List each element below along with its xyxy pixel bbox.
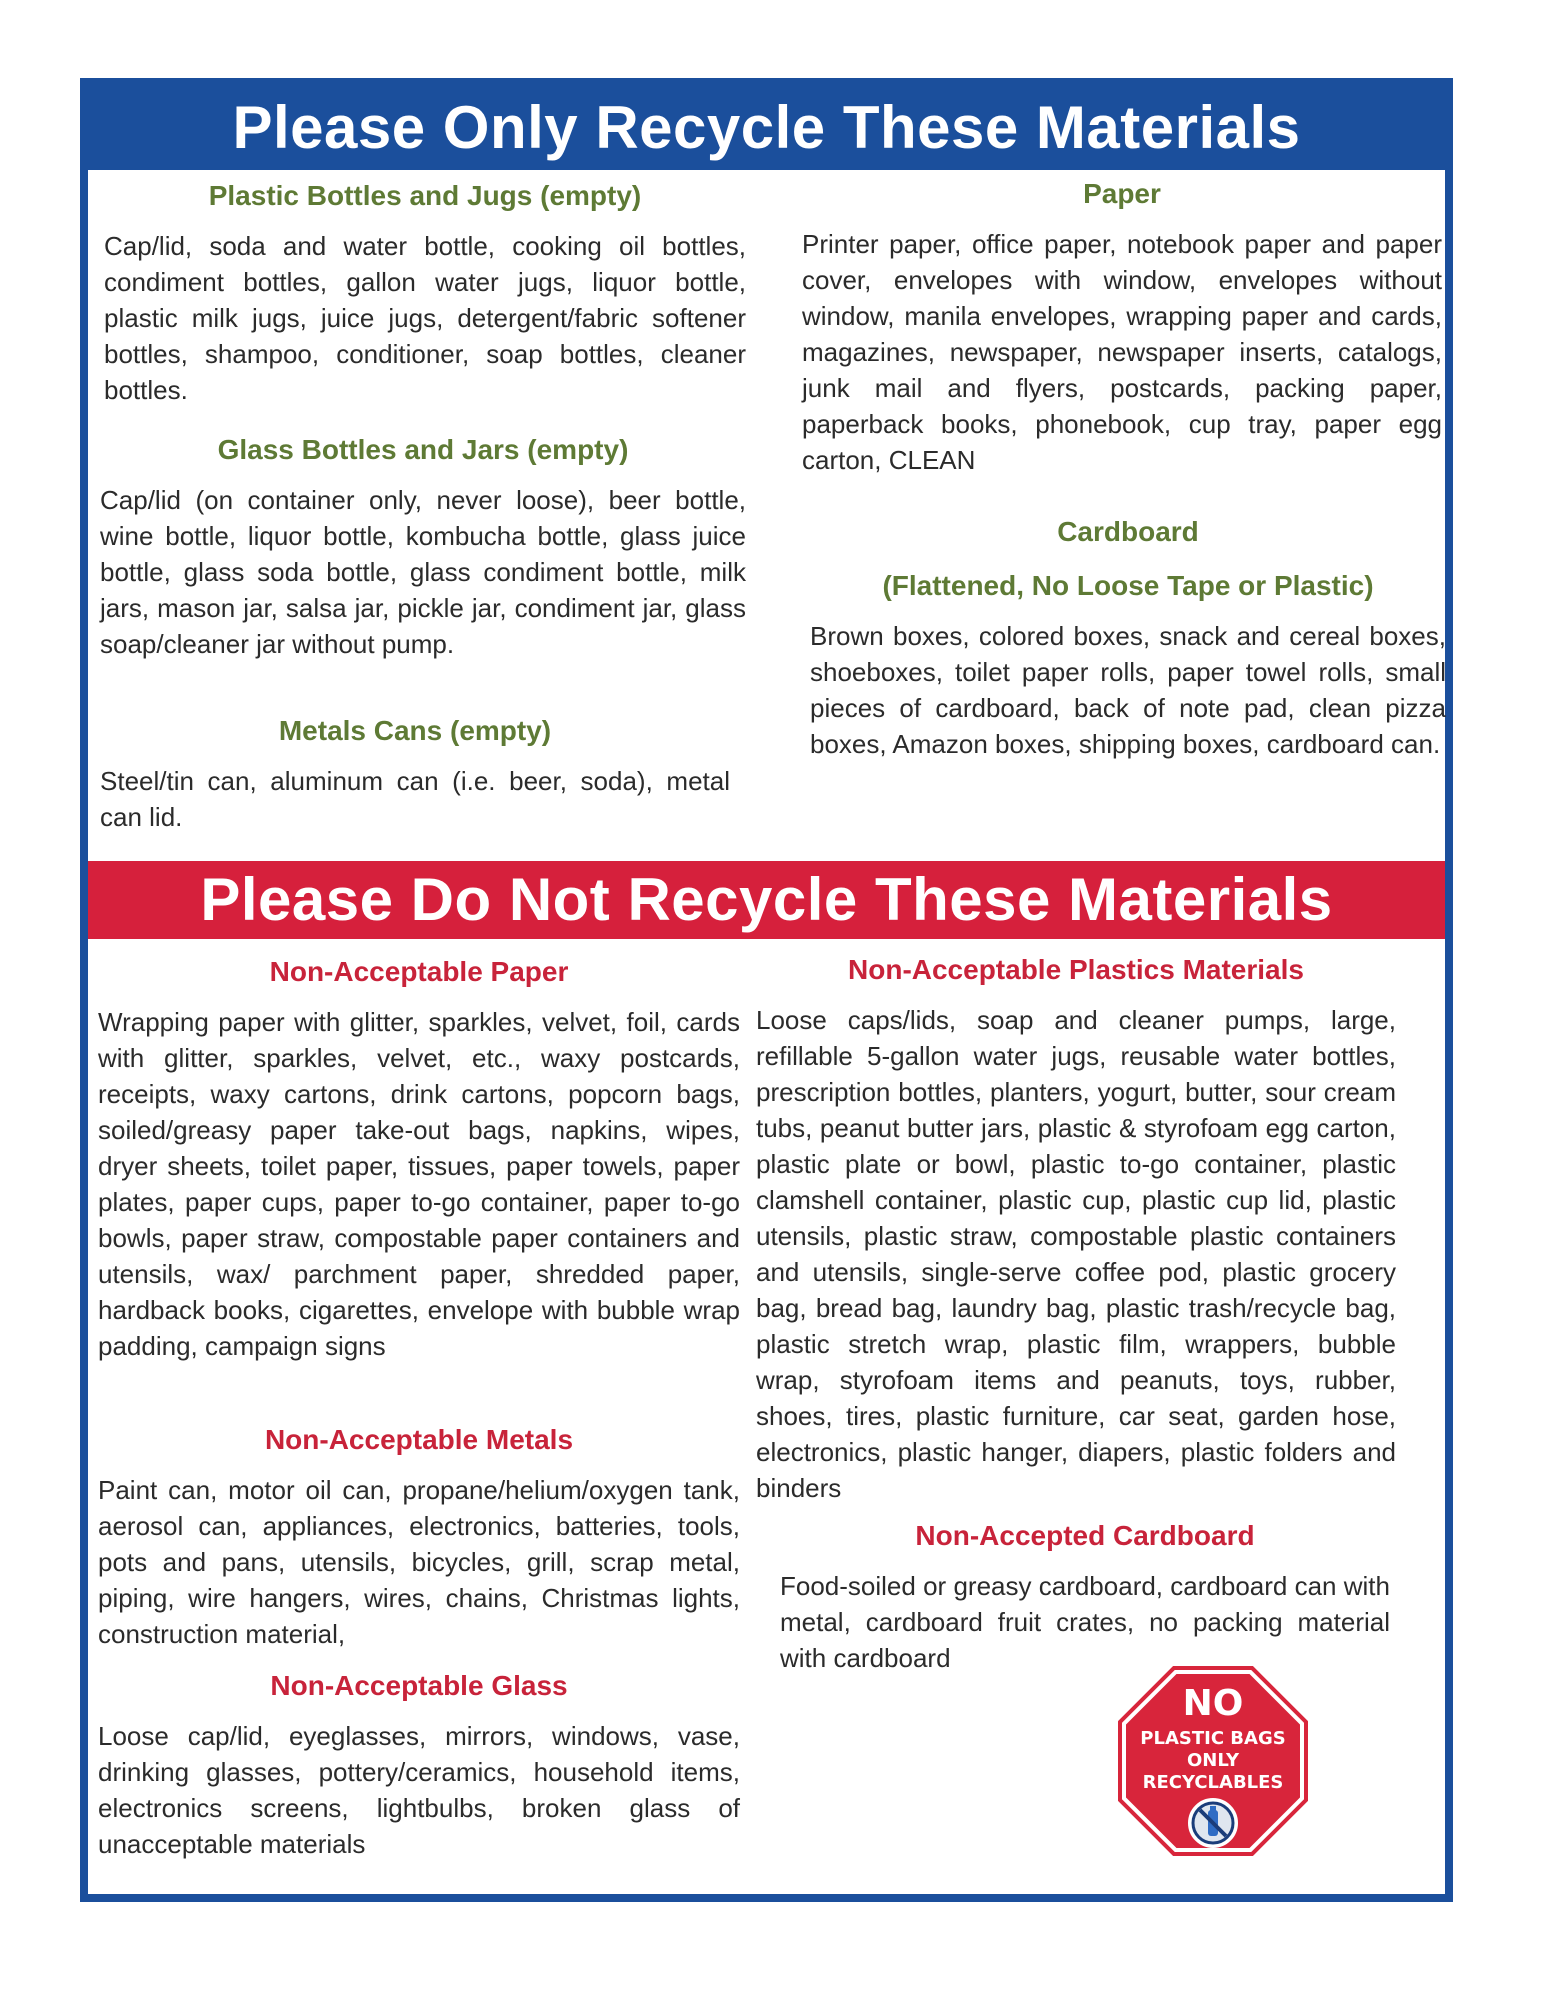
stop-sign-no: NO bbox=[1182, 1683, 1244, 1724]
recycle-metals-heading: Metals Cans (empty) bbox=[278, 715, 552, 746]
no-plastics-heading: Non-Acceptable Plastics Materials bbox=[848, 954, 1304, 985]
no-cardboard-text: Food-soiled or greasy cardboard, cardboard can with metal, cardboard fruit crates, no packing material with cardboard bbox=[780, 1571, 1390, 1673]
no-cardboard-section bbox=[780, 1518, 1390, 1676]
recycle-cardboard-text: Brown boxes, colored boxes, snack and cereal boxes, shoeboxes, toilet paper rolls, paper towel rolls, small pieces of cardboard, back of note pad, clean pizza boxes, Amazon boxes, shipping boxes, cardboard can. bbox=[810, 621, 1446, 759]
no-cardboard-heading: Non-Accepted Cardboard bbox=[915, 1520, 1255, 1551]
stop-sign-recyclables: RECYCLABLES bbox=[1142, 1772, 1284, 1793]
no-plastic-bottle-icon bbox=[1186, 1796, 1240, 1850]
no-plastic-bags-stop-sign bbox=[1118, 1666, 1308, 1856]
recycle-metals-section bbox=[100, 713, 730, 835]
no-metals-heading: Non-Acceptable Metals bbox=[264, 1424, 574, 1455]
recycle-banner: Please Only Recycle These Materials bbox=[88, 86, 1445, 170]
no-plastics-text: Loose caps/lids, soap and cleaner pumps, large, refillable 5-gallon water jugs, reusable water bottles, prescription bottles, planters, yogurt, butter, sour cream tubs, peanut butter jars, plastic & styrofoam egg carton, plastic plate or bowl, plastic to-go container, plastic clamshell container, plastic cup, plastic cup lid, plastic utensils, plastic straw, compostable plastic containers and utensils, single-serve coffee pod, plastic grocery bag, bread bag, laundry bag, plastic trash/recycle bag, plastic stretch wrap, plastic film, wrappers, bubble wrap, styrofoam items and peanuts, toys, rubber, shoes, tires, plastic furniture, car seat, garden hose, electronics, plastic hanger, diapers, plastic folders and binders bbox=[756, 1005, 1396, 1503]
no-recycle-banner: Please Do Not Recycle These Materials bbox=[88, 861, 1445, 939]
no-paper-heading: Non-Acceptable Paper bbox=[269, 956, 569, 987]
recycle-glass-section bbox=[100, 432, 746, 662]
recycle-paper-heading: Paper bbox=[1083, 178, 1161, 209]
no-paper-text: Wrapping paper with glitter, sparkles, velvet, foil, cards with glitter, sparkles, velvet, etc., waxy postcards, receipts, waxy cartons, drink cartons, popcorn bags, soiled/greasy paper take-out bags, napkins, wipes, dryer sheets, toilet paper, tissues, paper towels, paper plates, paper cups, paper to-go container, paper to-go bowls, paper straw, compostable paper containers and utensils, wax/ parchment paper, shredded paper, hardback books, cigarettes, envelope with bubble wrap padding, campaign signs bbox=[98, 1007, 740, 1361]
recycle-glass-text: Cap/lid (on container only, never loose), beer bottle, wine bottle, liquor bottle, kombucha bottle, glass juice bottle, glass soda bottle, glass condiment bottle, milk jars, mason jar, salsa jar, pickle jar, condiment jar, glass soap/cleaner jar without pump. bbox=[100, 485, 746, 659]
stop-sign-only: ONLY bbox=[1186, 1750, 1240, 1771]
stop-sign-plastic-bags: PLASTIC BAGS bbox=[1140, 1728, 1286, 1749]
recycle-cardboard-section bbox=[810, 514, 1446, 762]
recycle-plastic-heading: Plastic Bottles and Jugs (empty) bbox=[208, 180, 642, 211]
no-glass-heading: Non-Acceptable Glass bbox=[270, 1670, 568, 1701]
recycle-cardboard-subheading: (Flattened, No Loose Tape or Plastic) bbox=[882, 570, 1374, 601]
recycle-paper-text: Printer paper, office paper, notebook paper and paper cover, envelopes with window, envelopes without window, manila envelopes, wrapping paper and cards, magazines, newspaper, newspaper inserts, catalogs, junk mail and flyers, postcards, packing paper, paperback books, phonebook, cup tray, paper egg carton, CLEAN bbox=[802, 229, 1442, 475]
no-glass-section bbox=[98, 1668, 740, 1862]
recycle-cardboard-heading: Cardboard bbox=[1057, 516, 1199, 547]
recycle-plastic-section bbox=[104, 178, 746, 408]
no-metals-text: Paint can, motor oil can, propane/helium/oxygen tank, aerosol can, appliances, electronics, batteries, tools, pots and pans, utensils, bicycles, grill, scrap metal, piping, wire hangers, wires, chains, Christmas lights, construction material, bbox=[98, 1475, 740, 1649]
recycle-glass-heading: Glass Bottles and Jars (empty) bbox=[217, 434, 629, 465]
no-glass-text: Loose cap/lid, eyeglasses, mirrors, windows, vase, drinking glasses, pottery/ceramics, household items, electronics screens, lightbulbs, broken glass of unacceptable materials bbox=[98, 1721, 740, 1859]
no-paper-section bbox=[98, 954, 740, 1364]
poster-frame bbox=[80, 78, 1453, 1902]
recycle-paper-section bbox=[802, 176, 1442, 478]
no-plastics-section bbox=[756, 952, 1396, 1506]
no-metals-section bbox=[98, 1422, 740, 1652]
recycle-plastic-text: Cap/lid, soda and water bottle, cooking oil bottles, condiment bottles, gallon water jugs, liquor bottle, plastic milk jugs, juice jugs, detergent/fabric softener bottles, shampoo, conditioner, soap bottles, cleaner bottles. bbox=[104, 231, 746, 405]
recycle-metals-text: Steel/tin can, aluminum can (i.e. beer, soda), metal can lid. bbox=[100, 766, 730, 832]
